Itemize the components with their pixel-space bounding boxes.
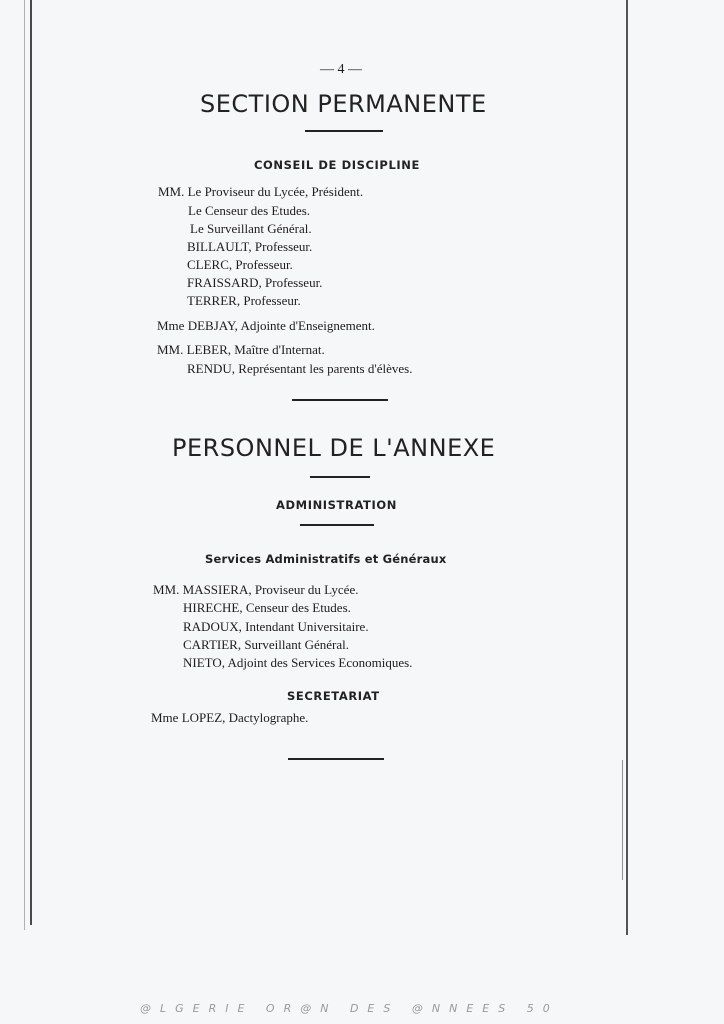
list-item: RENDU, Représentant les parents d'élèves. [187, 361, 413, 376]
divider [310, 476, 370, 478]
scan-edge-right-shadow [622, 760, 623, 880]
watermark-footer: @LGERIE OR@N DES @NNEES 50 [140, 1002, 559, 1015]
list-item: RADOUX, Intendant Universitaire. [183, 619, 369, 634]
list-item: BILLAULT, Professeur. [187, 239, 313, 254]
conseil-discipline-heading: CONSEIL DE DISCIPLINE [254, 158, 420, 172]
list-item: TERRER, Professeur. [187, 293, 301, 308]
list-item: Le Censeur des Etudes. [188, 203, 311, 218]
personnel-annexe-title: PERSONNEL DE L'ANNEXE [172, 434, 496, 462]
list-item: Mme DEBJAY, Adjointe d'Enseignement. [157, 318, 375, 333]
divider [305, 130, 383, 132]
administration-heading: ADMINISTRATION [276, 498, 397, 512]
secretariat-heading: SECRETARIAT [287, 689, 380, 703]
list-item: Le Surveillant Général. [190, 221, 312, 236]
section-permanente-title: SECTION PERMANENTE [200, 90, 487, 118]
list-item: MM. LEBER, Maître d'Internat. [157, 342, 325, 357]
services-heading: Services Administratifs et Généraux [205, 552, 447, 566]
list-item: MM. MASSIERA, Proviseur du Lycée. [153, 582, 359, 597]
list-item: HIRECHE, Censeur des Etudes. [183, 600, 351, 615]
divider [300, 524, 374, 526]
scan-edge-left [30, 0, 32, 925]
list-item: CARTIER, Surveillant Général. [183, 637, 350, 652]
divider [292, 399, 388, 401]
page-number: — 4 — [320, 62, 362, 77]
scan-edge-left-shadow [24, 0, 25, 930]
list-item: NIETO, Adjoint des Services Economiques. [183, 655, 413, 670]
list-item: FRAISSARD, Professeur. [187, 275, 323, 290]
list-item: MM. Le Proviseur du Lycée, Président. [158, 184, 364, 199]
list-item: CLERC, Professeur. [187, 257, 293, 272]
divider [288, 758, 384, 760]
list-item: Mme LOPEZ, Dactylographe. [151, 710, 309, 725]
scan-edge-right [626, 0, 628, 935]
